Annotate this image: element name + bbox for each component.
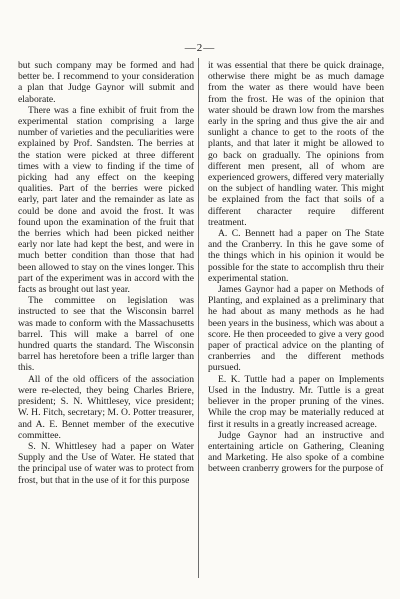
paragraph: The committee on legislation was instructed to see that the Wisconsin barrel was made to conform with the Massachusetts barrel. This will make a barrel of one hundred quarts the standard. The Wisconsin barrel has heretofore been a trifle larger than this. bbox=[18, 295, 194, 374]
paragraph: There was a fine exhibit of fruit from the experimental station comprising a large number of varieties and the peculiarities were explained by Prof. Sandsten. The berries at the station were picked at three different times with a view to finding if the time of picking had any effect on the keeping qualities. Part of the berries were picked early, part later and the remainder as late as could be done and avoid the frost. It was found upon the examination of the fruit that the berries which had been picked neither early nor late had kept the best, and were in much better condition than those that had been allowed to stay on the vines longer. This part of the experiment was in accord with the facts as brought out last year. bbox=[18, 104, 194, 296]
paragraph: All of the old officers of the association were re-elected, they being Charles Briere, president; S. N. Whittlesey, vice president; W. H. Fitch, secretary; M. O. Potter treasurer, and A. E. Bennet member of the executive committee. bbox=[18, 373, 194, 441]
left-column bbox=[18, 60, 194, 486]
paragraph: Judge Gaynor had an instructive and entertaining article on Gathering, Cleaning and Marketing. He also spoke of a combine between cranberry growers for the purpose of bbox=[208, 429, 384, 475]
paragraph: James Gaynor had a paper on Methods of Planting, and explained as a preliminary that he had about as many methods as he had been years in the business, which was about a score. He then proceeded to give a very good paper of practical advice on the planting of cranberries and the different methods pursued. bbox=[208, 284, 384, 374]
paragraph: A. C. Bennett had a paper on The State and the Cranberry. In this he gave some of the things which in his opinion it would be possible for the state to accomplish thru their experimental station. bbox=[208, 228, 384, 284]
column-divider bbox=[198, 58, 199, 578]
paragraph: it was essential that there be quick drainage, otherwise there might be as much damage from the water as there would have been from the frost. He was of the opinion that water should be drawn low from the marshes early in the spring and thus give the air and sunlight a chance to get to the roots of the plants, and that later it might be allowed to go back on gradually. The opinions from different men present, all of whom are experienced growers, differed very materially on the subject of handling water. This might be explained from the fact that soils of a different character require different treatment. bbox=[208, 60, 384, 228]
paragraph: but such company may be formed and had better be. I recommend to your consideration a plan that Judge Gaynor will submit and elaborate. bbox=[18, 60, 194, 105]
page-number: —2— bbox=[184, 42, 216, 54]
paragraph: S. N. Whittlesey had a paper on Water Supply and the Use of Water. He stated that the principal use of water was to protect from frost, but that in the use of it for this purpose bbox=[18, 440, 194, 486]
right-column bbox=[208, 60, 384, 475]
paragraph: E. K. Tuttle had a paper on Implements Used in the Industry. Mr. Tuttle is a great believer in the proper pruning of the vines. While the crop may be materially reduced at first it results in a greatly increased acreage. bbox=[208, 373, 384, 430]
